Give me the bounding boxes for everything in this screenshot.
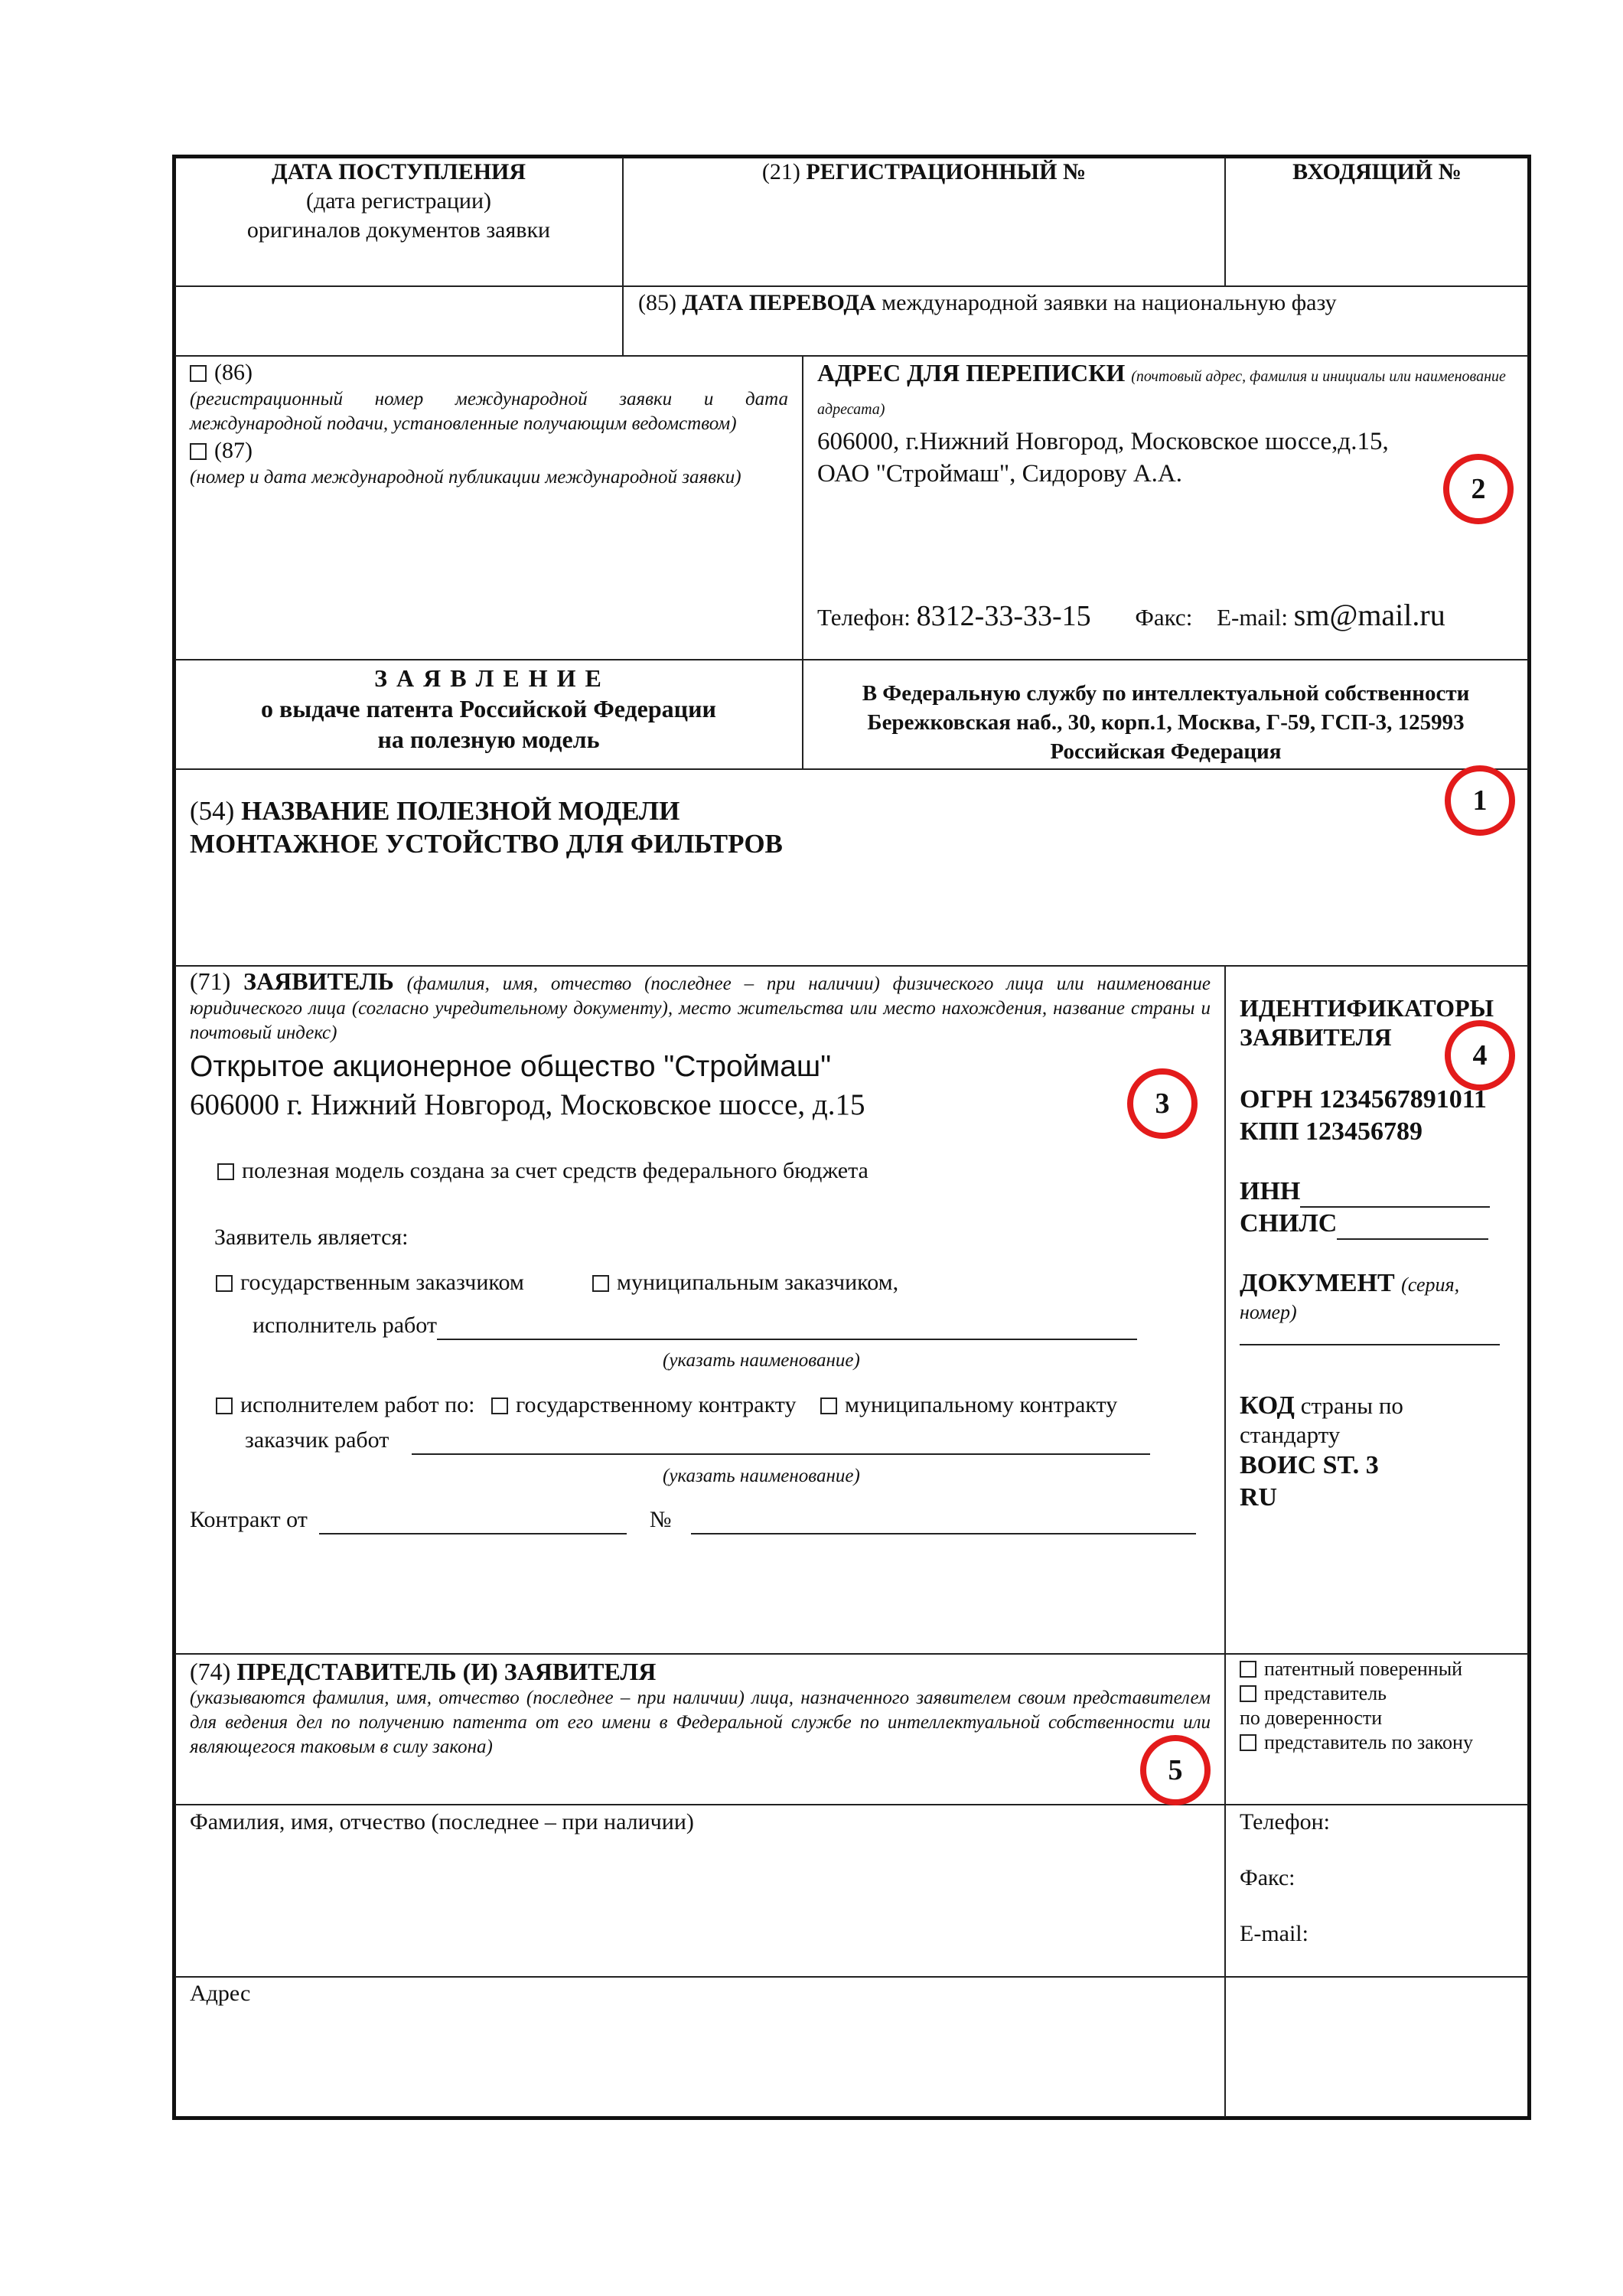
reg-code: (21)	[761, 159, 800, 184]
recipient-line3: Российская Федерация	[1050, 739, 1282, 764]
checkbox-performer-by[interactable]	[216, 1397, 233, 1414]
rule-fio	[175, 1804, 1528, 1805]
representative-note: (указываются фамилия, имя, отчество (последнее – при наличии) лица, назначенного заявителем своим представителем для ведения дел по получению патента от его имени в Федеральной службе по интеллектуальной собственности или являющегося таковым в силу закона)	[190, 1688, 1211, 1757]
transfer-code: (85)	[638, 290, 676, 315]
statement-title: З А Я В Л Е Н И Е	[374, 664, 603, 692]
registration-number-cell	[624, 158, 1224, 187]
contract-row	[190, 1505, 1196, 1534]
opt-patent-attorney: патентный поверенный	[1264, 1658, 1463, 1680]
marker-5: 5	[1140, 1735, 1211, 1805]
desc-86: (регистрационный номер международной заявки и дата международной подачи, установленные получающим ведомством)	[190, 389, 788, 434]
customer-input[interactable]	[412, 1432, 1150, 1455]
recipient-cell	[803, 679, 1528, 766]
ogrn: ОГРН 1234567891011	[1240, 1085, 1487, 1114]
phone-value: 8312-33-33-15	[916, 600, 1091, 632]
opt-proxy-a: представитель	[1264, 1682, 1387, 1704]
performer-by-label: исполнителем работ по:	[240, 1392, 475, 1417]
phone-label: Телефон:	[817, 604, 911, 631]
checkbox-municipal-contract[interactable]	[820, 1397, 837, 1414]
vrule-right	[1224, 965, 1226, 2117]
correspondence-line1: 606000, г.Нижний Новгород, Московское шоссе,д.15,	[817, 428, 1389, 455]
correspondence-note: (почтовый адрес, фамилия и инициалы или наименование адресата)	[817, 368, 1506, 418]
snils-input[interactable]	[1337, 1215, 1488, 1240]
rule-address	[175, 1976, 1528, 1978]
code-rest2: стандарту	[1240, 1421, 1341, 1448]
performer-row	[253, 1311, 1137, 1340]
checkbox-state-contract[interactable]	[491, 1397, 508, 1414]
title-value: МОНТАЖНОЕ УСТОЙСТВО ДЛЯ ФИЛЬТРОВ	[190, 829, 783, 859]
applicant-note: (фамилия, имя, отчество (последнее – при наличии) физического лица или наименование юридического лица (согласно учредительному документу), место жительства или место нахождения, название страны и почтовый индекс)	[190, 974, 1211, 1043]
recipient-line1: В Федеральную службу по интеллектуальной собственности	[862, 681, 1470, 706]
code-label: КОД	[1240, 1391, 1295, 1420]
statement-line2: на полезную модель	[377, 726, 600, 753]
rep-fax-label: Факс:	[1240, 1865, 1295, 1890]
receipt-date-cell	[175, 158, 622, 245]
wipo-standard: ВОИС ST. 3	[1240, 1451, 1379, 1479]
document-input[interactable]	[1240, 1324, 1500, 1345]
federal-budget-label: полезная модель создана за счет средств федерального бюджета	[242, 1158, 869, 1183]
applicant-label: ЗАЯВИТЕЛЬ	[243, 967, 394, 995]
correspondence-contacts	[817, 597, 1445, 633]
rep-contacts-cell	[1240, 1808, 1330, 1949]
document-note1: (серия,	[1401, 1274, 1460, 1296]
applicant-header	[190, 969, 1211, 1045]
transfer-date-cell	[638, 289, 1337, 318]
municipal-customer-row	[592, 1268, 898, 1297]
rule-applicant	[175, 965, 1528, 967]
state-customer-label: государственным заказчиком	[240, 1270, 524, 1295]
rule-representative	[175, 1653, 1528, 1655]
checkbox-87[interactable]	[190, 443, 207, 460]
desc-87: (номер и дата международной публикации международной заявки)	[190, 467, 741, 488]
rule-header-2	[175, 355, 1528, 357]
checkbox-patent-attorney[interactable]	[1240, 1661, 1256, 1678]
rep-phone-label: Телефон:	[1240, 1809, 1330, 1835]
correspondence-title: АДРЕС ДЛЯ ПЕРЕПИСКИ	[817, 359, 1126, 386]
checkbox-proxy[interactable]	[1240, 1685, 1256, 1702]
municipal-contract-label: муниципальному контракту	[844, 1392, 1118, 1417]
performer-label: исполнитель работ	[253, 1313, 437, 1338]
identifiers-title1: ИДЕНТИФИКАТОРЫ	[1240, 994, 1494, 1022]
rule-header-1	[175, 285, 1528, 287]
municipal-customer-label: муниципальным заказчиком,	[617, 1270, 899, 1295]
marker-1: 1	[1445, 765, 1515, 836]
statement-line1: о выдаче патента Российской Федерации	[261, 695, 716, 722]
title-code: (54)	[190, 796, 235, 826]
correspondence-cell	[817, 358, 1521, 490]
marker-2: 2	[1443, 454, 1514, 524]
checkbox-federal-budget[interactable]	[217, 1163, 234, 1180]
representative-fio-label: Фамилия, имя, отчество (последнее – при наличии)	[190, 1809, 694, 1835]
correspondence-line2: ОАО "Строймаш", Сидорову А.А.	[817, 460, 1183, 488]
vrule-receipt	[622, 158, 624, 356]
representative-address-label: Адрес	[190, 1981, 251, 2006]
checkbox-state-customer[interactable]	[216, 1275, 233, 1292]
representative-label: ПРЕДСТАВИТЕЛЬ (И) ЗАЯВИТЕЛЯ	[236, 1658, 657, 1685]
code-rest1: страны по	[1300, 1392, 1403, 1419]
statement-cell	[175, 663, 802, 755]
applicant-is-label: Заявитель является:	[214, 1225, 409, 1250]
email-label: E-mail:	[1217, 604, 1289, 631]
document-note2: номер)	[1240, 1301, 1297, 1323]
opt-proxy-b: по доверенности	[1240, 1707, 1383, 1729]
rule-statement	[175, 659, 1528, 660]
applicant-name: Открытое акционерное общество "Строймаш"	[190, 1050, 832, 1083]
opt-legal-rep: представитель по закону	[1264, 1731, 1473, 1753]
title-label: НАЗВАНИЕ ПОЛЕЗНОЙ МОДЕЛИ	[241, 796, 680, 826]
code-87: (87)	[214, 438, 253, 463]
inn-input[interactable]	[1300, 1183, 1490, 1208]
identifiers-title2: ЗАЯВИТЕЛЯ	[1240, 1023, 1392, 1051]
recipient-line2: Бережковская наб., 30, корп.1, Москва, Г-59, ГСП-3, 125993	[867, 710, 1465, 735]
federal-budget-row	[217, 1156, 869, 1186]
snils-label: СНИЛС	[1240, 1209, 1338, 1238]
rule-title	[175, 768, 1528, 770]
contract-date-input[interactable]	[319, 1512, 627, 1534]
contract-number-sign: №	[649, 1507, 672, 1532]
state-contract-label: государственному контракту	[516, 1392, 797, 1417]
marker-4: 4	[1445, 1020, 1515, 1091]
document-label: ДОКУМЕНТ	[1240, 1269, 1395, 1297]
specify-name-2: (указать наименование)	[663, 1466, 860, 1486]
intl-application-cell	[190, 358, 788, 490]
fax-label: Факс:	[1135, 604, 1193, 631]
contract-label: Контракт от	[190, 1507, 308, 1532]
incoming-number-cell: ВХОДЯЩИЙ №	[1292, 159, 1462, 184]
receipt-title: ДАТА ПОСТУПЛЕНИЯ	[271, 159, 526, 184]
marker-3: 3	[1127, 1068, 1198, 1139]
performer-by-row	[216, 1391, 1226, 1420]
checkbox-86[interactable]	[190, 365, 207, 382]
customer-label: заказчик работ	[245, 1427, 389, 1453]
kpp: КПП 123456789	[1240, 1117, 1423, 1146]
applicant-code: (71)	[190, 967, 231, 995]
checkbox-legal-rep[interactable]	[1240, 1734, 1256, 1751]
representative-header	[190, 1657, 1211, 1760]
transfer-rest: международной заявки на национальную фазу	[882, 290, 1337, 315]
transfer-bold: ДАТА ПЕРЕВОДА	[682, 290, 876, 315]
representative-code: (74)	[190, 1658, 231, 1685]
utility-model-title-cell	[190, 794, 783, 860]
receipt-sub2: оригиналов документов заявки	[246, 217, 551, 243]
email-value: sm@mail.ru	[1293, 598, 1445, 632]
code-86: (86)	[214, 360, 253, 385]
country-code: RU	[1240, 1483, 1278, 1512]
customer-row	[245, 1426, 1150, 1455]
performer-input[interactable]	[437, 1317, 1137, 1340]
checkbox-municipal-customer[interactable]	[592, 1275, 609, 1292]
specify-name-1: (указать наименование)	[663, 1350, 860, 1371]
reg-label: РЕГИСТРАЦИОННЫЙ №	[806, 159, 1087, 184]
state-customer-row	[216, 1268, 524, 1297]
representative-type-cell	[1240, 1657, 1523, 1755]
inn-label: ИНН	[1240, 1177, 1301, 1205]
rep-email-label: E-mail:	[1240, 1921, 1309, 1946]
applicant-address: 606000 г. Нижний Новгород, Московское шоссе, д.15	[190, 1088, 865, 1121]
receipt-sub1: (дата регистрации)	[305, 188, 492, 214]
contract-number-input[interactable]	[691, 1512, 1196, 1534]
